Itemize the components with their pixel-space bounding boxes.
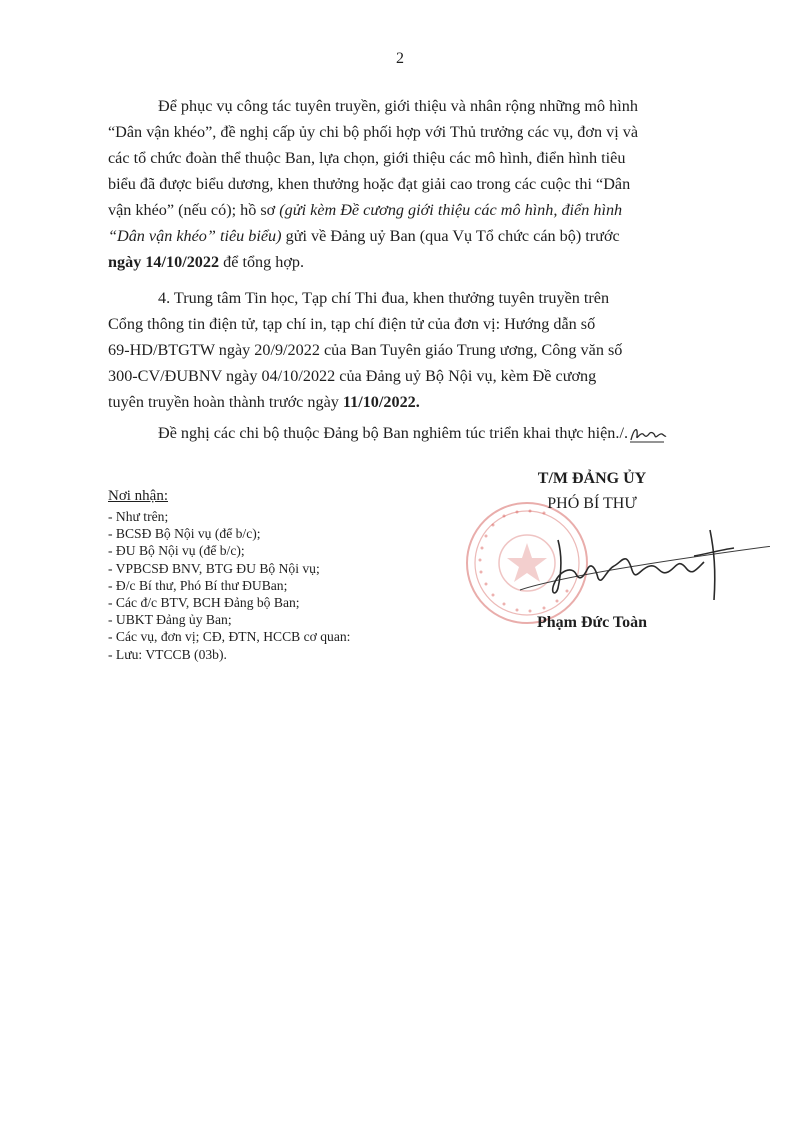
- paragraph-line: 300-CV/ĐUBNV ngày 04/10/2022 của Đảng uỷ Bộ Nội vụ, kèm Đề cương: [108, 367, 597, 385]
- page-number: 2: [396, 50, 404, 67]
- deadline-date: 11/10/2022.: [342, 393, 420, 411]
- paragraph-text: để tổng hợp.: [219, 253, 305, 271]
- paragraph-line: [108, 223, 740, 249]
- paragraph-line: [108, 420, 740, 446]
- recipients-list: [108, 508, 350, 663]
- recipient-item: - Các đ/c BTV, BCH Đảng bộ Ban;: [108, 595, 300, 611]
- paragraph-text: Đề nghị các chi bộ thuộc Đảng bộ Ban nghiêm túc triển khai thực hiện./.: [158, 424, 628, 442]
- paragraph-line: [108, 249, 740, 275]
- paragraph-line: Cổng thông tin điện tử, tạp chí in, tạp chí điện tử của đơn vị: Hướng dẫn số: [108, 315, 596, 333]
- paragraph-text: tuyên truyền hoàn thành trước ngày: [108, 393, 343, 411]
- recipient-item: - VPBCSĐ BNV, BTG ĐU Bộ Nội vụ;: [108, 560, 320, 576]
- handwritten-signature-icon: [510, 510, 770, 610]
- paragraph-submission: [108, 93, 740, 275]
- signer-name: Phạm Đức Toàn: [536, 614, 648, 631]
- paragraph-line: [108, 197, 740, 223]
- initials-signature-icon: [628, 424, 668, 444]
- recipient-item: - BCSĐ Bộ Nội vụ (để b/c);: [108, 526, 261, 542]
- paragraph-line: 4. Trung tâm Tin học, Tạp chí Thi đua, khen thưởng tuyên truyền trên: [158, 289, 610, 307]
- recipient-item: - Lưu: VTCCB (03b).: [108, 646, 227, 662]
- paragraph-text: gửi về Đảng uỷ Ban (qua Vụ Tổ chức cán bộ) trước: [281, 227, 620, 245]
- recipient-item: - Các vụ, đơn vị; CĐ, ĐTN, HCCB cơ quan:: [108, 629, 351, 645]
- paragraph-line: [108, 389, 740, 415]
- paragraph-line: biểu đã được biểu dương, khen thưởng hoặc đạt giải cao trong các cuộc thi “Dân: [108, 175, 631, 193]
- italic-note: “Dân vận khéo” tiêu biểu): [108, 227, 282, 245]
- paragraph-it-center: [108, 285, 740, 415]
- paragraph-line: 69-HD/BTGTW ngày 20/9/2022 của Ban Tuyên giáo Trung ương, Công văn số: [108, 341, 623, 359]
- recipient-item: - Đ/c Bí thư, Phó Bí thư ĐUBan;: [108, 577, 288, 593]
- signature-block: [470, 470, 770, 640]
- recipient-item: - UBKT Đảng ủy Ban;: [108, 612, 232, 628]
- recipient-item: - ĐU Bộ Nội vụ (để b/c);: [108, 543, 245, 559]
- signature-position: PHÓ BÍ THƯ: [547, 495, 637, 512]
- deadline-date: ngày 14/10/2022: [108, 253, 220, 271]
- recipients-block: [108, 486, 350, 663]
- italic-note: (gửi kèm Đề cương giới thiệu các mô hình, điển hình: [279, 201, 623, 219]
- recipients-title: Nơi nhận:: [108, 488, 169, 504]
- paragraph-line: Để phục vụ công tác tuyên truyền, giới thiệu và nhân rộng những mô hình: [158, 97, 638, 115]
- signature-title: T/M ĐẢNG ỦY: [537, 470, 647, 487]
- paragraph-closing: [108, 420, 740, 446]
- paragraph-line: các tổ chức đoàn thể thuộc Ban, lựa chọn, giới thiệu các mô hình, điển hình tiêu: [108, 149, 626, 167]
- paragraph-text: vận khéo” (nếu có); hồ sơ: [108, 201, 280, 219]
- paragraph-line: “Dân vận khéo”, đề nghị cấp ủy chi bộ phối hợp với Thủ trưởng các vụ, đơn vị và: [108, 123, 639, 141]
- recipient-item: - Như trên;: [108, 509, 169, 524]
